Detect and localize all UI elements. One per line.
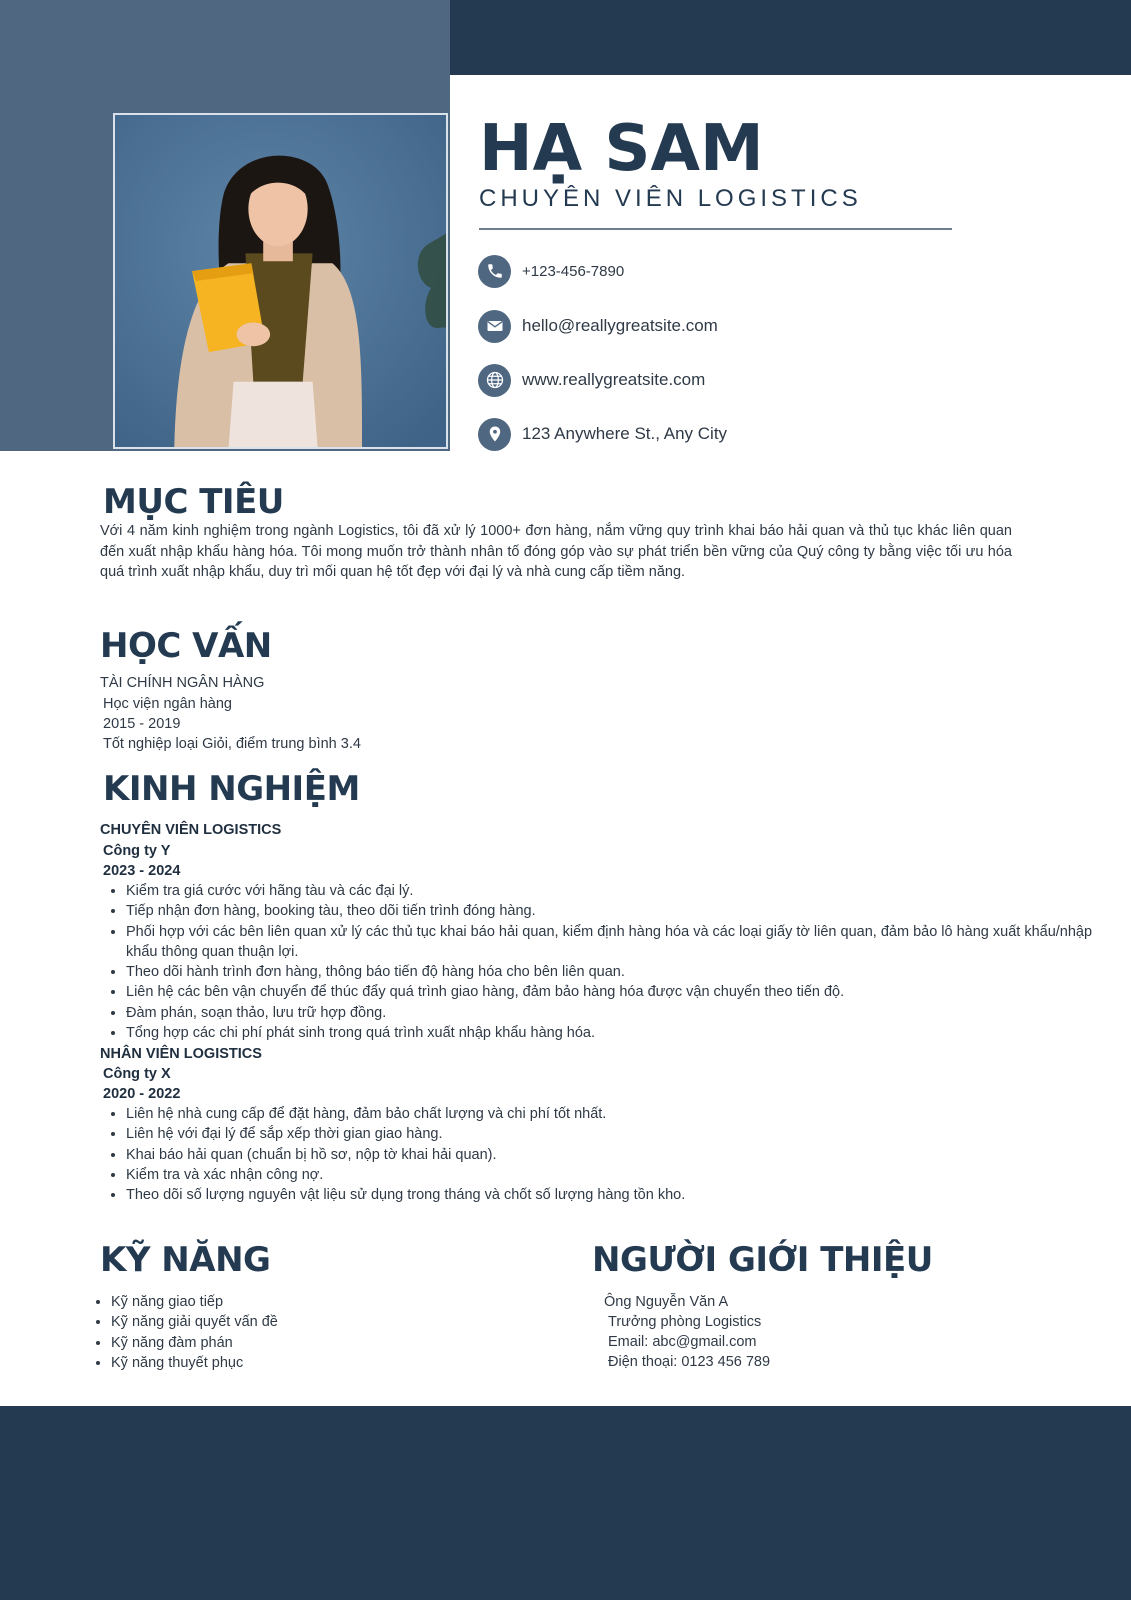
contact-address bbox=[478, 417, 1038, 451]
education-school: Học viện ngân hàng bbox=[103, 696, 232, 712]
list-item: • Liên hệ nhà cung cấp để đặt hàng, đảm bảo chất lượng và chi phí tốt nhất. bbox=[126, 1104, 1116, 1124]
list-item: • Đàm phán, soạn thảo, lưu trữ hợp đồng. bbox=[126, 1003, 1116, 1023]
header-divider bbox=[479, 228, 952, 230]
job-2-role: NHÂN VIÊN LOGISTICS bbox=[100, 1046, 262, 1062]
list-item: • Tổng hợp các chi phí phát sinh trong quá trình xuất nhập khẩu hàng hóa. bbox=[126, 1023, 1116, 1043]
list-item: • Kiểm tra và xác nhận công nợ. bbox=[126, 1165, 1116, 1185]
mail-icon bbox=[478, 310, 511, 343]
candidate-title: CHUYÊN VIÊN LOGISTICS bbox=[479, 185, 862, 212]
skills-list bbox=[85, 1292, 511, 1373]
reference-position: Trưởng phòng Logistics bbox=[608, 1314, 762, 1330]
contact-email-text: hello@reallygreatsite.com bbox=[522, 316, 718, 335]
list-item: • Kỹ năng thuyết phục bbox=[111, 1353, 511, 1373]
contact-email bbox=[478, 309, 1038, 343]
reference-name: Ông Nguyễn Văn A bbox=[604, 1294, 729, 1310]
contact-website bbox=[478, 363, 1038, 397]
education-years: 2015 - 2019 bbox=[103, 716, 181, 732]
job-2-company: Công ty X bbox=[103, 1066, 171, 1082]
list-item: • Liên hệ các bên vận chuyển để thúc đẩy quá trình giao hàng, đảm bảo hàng hóa được vận chuyển theo tiến độ. bbox=[126, 982, 1116, 1002]
contact-address-text: 123 Anywhere St., Any City bbox=[522, 424, 728, 443]
skills-heading: KỸ NĂNG bbox=[100, 1240, 271, 1280]
list-item: • Tiếp nhận đơn hàng, booking tàu, theo dõi tiến trình đóng hàng. bbox=[126, 901, 1116, 921]
job-1-tasks bbox=[100, 881, 1116, 1043]
objective-text: Với 4 năm kinh nghiệm trong ngành Logistics, tôi đã xử lý 1000+ đơn hàng, nắm vững quy trình khai báo hải quan và thủ tục khác liên quan đến xuất nhập khẩu hàng hóa. Tôi mong muốn trở thành nhân tố đóng góp vào sự phát triển bền vững của Quý công ty bằng việc tối ưu hóa quá trình xuất nhập khẩu, duy trì mối quan hệ tốt đẹp với đại lý và nhà cung cấp tiềm năng. bbox=[100, 523, 1012, 580]
globe-icon bbox=[478, 364, 511, 397]
list-item: • Kiểm tra giá cước với hãng tàu và các đại lý. bbox=[126, 881, 1116, 901]
contact-phone bbox=[478, 254, 1038, 288]
list-item: • Kỹ năng giải quyết vấn đề bbox=[111, 1312, 511, 1332]
contact-phone-text: +123-456-7890 bbox=[522, 262, 625, 280]
phone-icon bbox=[478, 255, 511, 288]
location-pin-icon bbox=[478, 418, 511, 451]
job-1-role: CHUYÊN VIÊN LOGISTICS bbox=[100, 822, 282, 838]
experience-heading: KINH NGHIỆM bbox=[103, 769, 360, 809]
job-2-tasks bbox=[100, 1104, 1116, 1205]
header-top-band bbox=[450, 0, 1131, 75]
job-1-years: 2023 - 2024 bbox=[103, 863, 181, 879]
objective-heading: MỤC TIÊU bbox=[103, 482, 284, 522]
contact-website-text: www.reallygreatsite.com bbox=[522, 370, 706, 389]
reference-email: Email: abc@gmail.com bbox=[608, 1334, 757, 1350]
list-item: • Theo dõi số lượng nguyên vật liệu sử dụng trong tháng và chốt số lượng hàng tồn kho. bbox=[126, 1185, 1116, 1205]
education-result: Tốt nghiệp loại Giỏi, điểm trung bình 3.4 bbox=[103, 736, 361, 752]
education-major: TÀI CHÍNH NGÂN HÀNG bbox=[100, 675, 265, 691]
education-heading: HỌC VẤN bbox=[100, 626, 272, 666]
list-item: • Khai báo hải quan (chuẩn bị hồ sơ, nộp tờ khai hải quan). bbox=[126, 1145, 1116, 1165]
list-item: • Phối hợp với các bên liên quan xử lý các thủ tục khai báo hải quan, kiểm định hàng hóa và các loại giấy tờ liên quan, đảm bảo lô hàng xuất khẩu/nhập khẩu thông quan thuận lợi. bbox=[126, 922, 1116, 963]
profile-photo bbox=[113, 113, 448, 449]
reference-phone: Điện thoại: 0123 456 789 bbox=[608, 1354, 771, 1370]
reference-heading: NGƯỜI GIỚI THIỆU bbox=[592, 1240, 933, 1280]
list-item: • Kỹ năng đàm phán bbox=[111, 1333, 511, 1353]
list-item: • Kỹ năng giao tiếp bbox=[111, 1292, 511, 1312]
candidate-name: HẠ SAM bbox=[479, 112, 764, 186]
footer-band bbox=[0, 1406, 1131, 1600]
job-1-company: Công ty Y bbox=[103, 843, 171, 859]
list-item: • Theo dõi hành trình đơn hàng, thông báo tiến độ hàng hóa cho bên liên quan. bbox=[126, 962, 1116, 982]
list-item: • Liên hệ với đại lý để sắp xếp thời gian giao hàng. bbox=[126, 1124, 1116, 1144]
job-2-years: 2020 - 2022 bbox=[103, 1086, 181, 1102]
